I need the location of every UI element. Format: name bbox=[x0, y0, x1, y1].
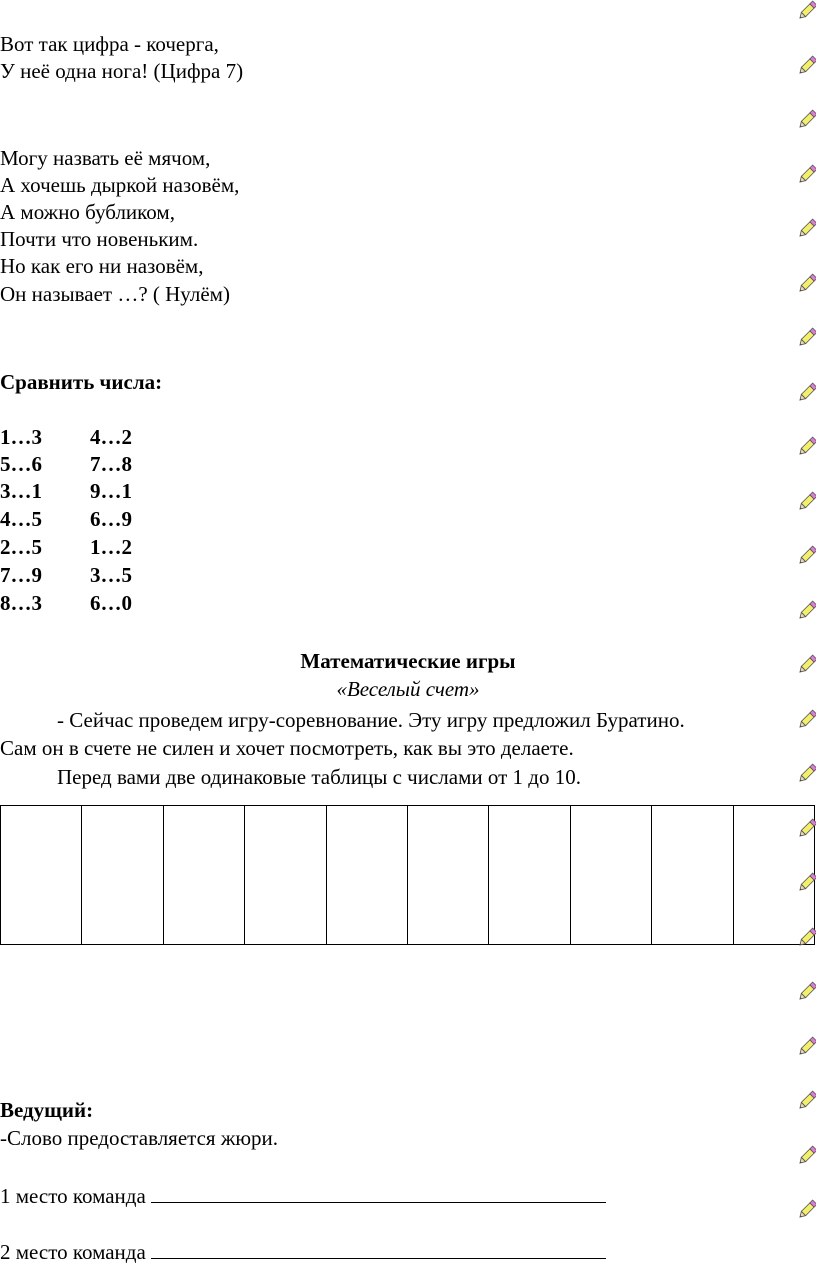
compare-right: 1…2 bbox=[90, 535, 132, 559]
compare-left: 2…5 bbox=[0, 535, 42, 559]
table-cell bbox=[82, 806, 163, 944]
place-1-row bbox=[0, 1182, 606, 1210]
place-2-blank bbox=[151, 1238, 606, 1259]
pencil-icon bbox=[796, 818, 816, 840]
pencil-icon bbox=[796, 1090, 816, 1112]
games-paragraph-1-cont: Сам он в счете не силен и хочет посмотреть, как вы это делаете. bbox=[0, 736, 574, 760]
place-2-row bbox=[0, 1238, 606, 1266]
host-line: -Слово предоставляется жюри. bbox=[0, 1126, 279, 1150]
place-2-label: 2 место команда bbox=[0, 1240, 146, 1264]
pencil-icon bbox=[796, 164, 816, 186]
table-cell bbox=[327, 806, 408, 944]
compare-left: 5…6 bbox=[0, 452, 42, 476]
pencil-icon bbox=[796, 0, 816, 22]
table-cell bbox=[408, 806, 489, 944]
compare-left: 4…5 bbox=[0, 507, 42, 531]
pencil-icon bbox=[796, 709, 816, 731]
pencil-icon bbox=[796, 55, 816, 77]
pencil-icon bbox=[796, 491, 816, 513]
games-paragraph-1: - Сейчас проведем игру-соревнование. Эту игру предложил Буратино. bbox=[57, 708, 685, 732]
pencil-icon bbox=[796, 109, 816, 131]
pencil-icon bbox=[796, 436, 816, 458]
compare-right: 9…1 bbox=[90, 479, 132, 503]
riddle2-line-5: Но как его ни назовём, bbox=[0, 254, 204, 278]
pencil-icon bbox=[796, 763, 816, 785]
table-cell bbox=[164, 806, 245, 944]
pencil-icon bbox=[796, 1145, 816, 1167]
table-cell bbox=[489, 806, 570, 944]
table-cell bbox=[652, 806, 733, 944]
number-table bbox=[0, 805, 815, 945]
riddle2-line-2: А хочешь дыркой назовём, bbox=[0, 173, 240, 197]
pencil-icon bbox=[796, 327, 816, 349]
pencil-icon bbox=[796, 218, 816, 240]
pencil-icon bbox=[796, 382, 816, 404]
table-cell bbox=[571, 806, 652, 944]
compare-right: 6…9 bbox=[90, 507, 132, 531]
table-cell bbox=[245, 806, 326, 944]
compare-left: 7…9 bbox=[0, 563, 42, 587]
host-label: Ведущий: bbox=[0, 1098, 94, 1122]
compare-left: 8…3 bbox=[0, 591, 42, 615]
compare-right: 7…8 bbox=[90, 452, 132, 476]
compare-right: 3…5 bbox=[90, 563, 132, 587]
place-1-label: 1 место команда bbox=[0, 1184, 146, 1208]
place-1-blank bbox=[151, 1182, 606, 1203]
pencil-icon bbox=[796, 600, 816, 622]
compare-right: 6…0 bbox=[90, 591, 132, 615]
compare-right: 4…2 bbox=[90, 425, 132, 449]
riddle2-line-1: Могу назвать её мячом, bbox=[0, 146, 211, 170]
games-subtitle: «Веселый счет» bbox=[336, 677, 480, 701]
pencil-icon bbox=[796, 654, 816, 676]
pencil-icon bbox=[796, 981, 816, 1003]
pencil-icon bbox=[796, 1199, 816, 1221]
games-paragraph-2: Перед вами две одинаковые таблицы с числами от 1 до 10. bbox=[57, 765, 581, 789]
compare-title: Сравнить числа: bbox=[0, 370, 163, 394]
games-title: Математические игры bbox=[300, 649, 516, 673]
riddle1-line-2: У неё одна нога! (Цифра 7) bbox=[0, 59, 244, 83]
pencil-icon bbox=[796, 927, 816, 949]
pencil-icon bbox=[796, 273, 816, 295]
pencil-icon bbox=[796, 1036, 816, 1058]
riddle2-line-3: А можно бубликом, bbox=[0, 200, 175, 224]
riddle2-line-4: Почти что новеньким. bbox=[0, 227, 199, 251]
compare-left: 3…1 bbox=[0, 479, 42, 503]
pencil-icon bbox=[796, 872, 816, 894]
riddle2-line-6: Он называет …? ( Нулём) bbox=[0, 282, 230, 306]
compare-left: 1…3 bbox=[0, 425, 42, 449]
riddle1-line-1: Вот так цифра - кочерга, bbox=[0, 32, 219, 56]
table-cell bbox=[1, 806, 82, 944]
pencil-icon bbox=[796, 545, 816, 567]
